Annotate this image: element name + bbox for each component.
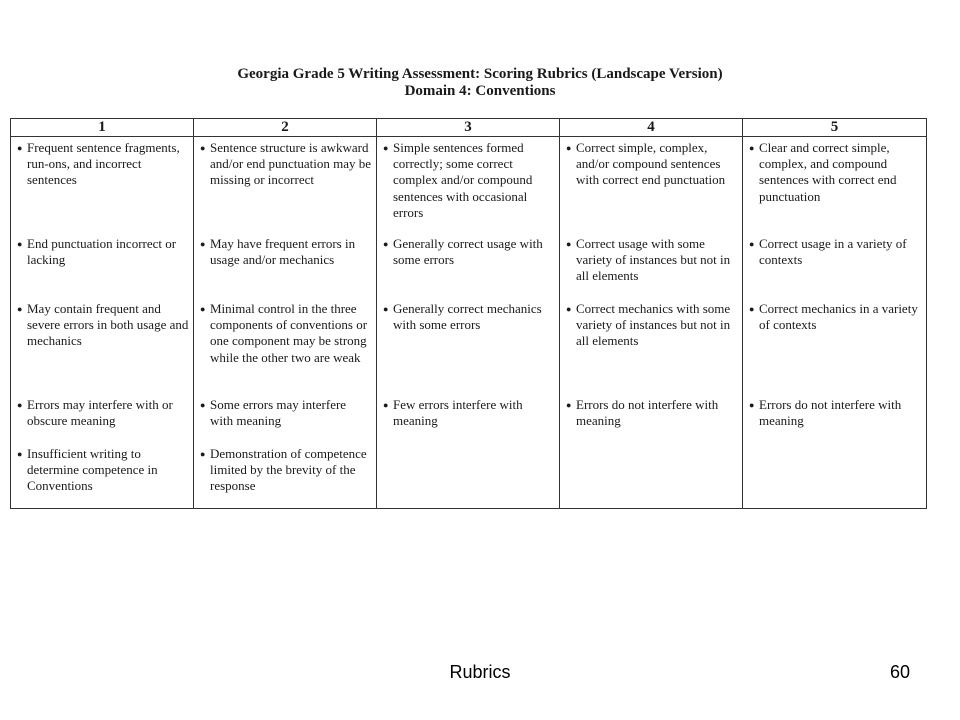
bullet-icon: ●	[383, 143, 389, 153]
rubric-criterion	[200, 397, 372, 429]
bullet-icon: ●	[17, 304, 23, 314]
rubric-criterion	[383, 140, 555, 221]
bullet-icon: ●	[749, 239, 755, 249]
rubric-criterion	[749, 236, 922, 268]
bullet-icon: ●	[566, 304, 572, 314]
criterion-text: Correct mechanics in a variety of contexts	[759, 301, 918, 333]
rubric-criterion	[383, 397, 555, 429]
rubric-criterion	[17, 397, 189, 429]
bullet-icon: ●	[200, 449, 206, 459]
score-4-cell	[560, 137, 743, 509]
bullet-icon: ●	[749, 400, 755, 410]
score-5-cell	[743, 137, 927, 509]
rubric-criterion	[200, 140, 372, 189]
criterion-text: Errors may interfere with or obscure meaning	[27, 397, 173, 429]
rubric-criterion	[749, 301, 922, 333]
score-3-cell	[377, 137, 560, 509]
rubric-criterion	[566, 397, 738, 429]
rubric-subtitle: Domain 4: Conventions	[404, 83, 556, 99]
criterion-text: Clear and correct simple, complex, and compound sentences with correct end punctuation	[759, 140, 897, 204]
bullet-icon: ●	[200, 239, 206, 249]
bullet-icon: ●	[383, 400, 389, 410]
criterion-text: Frequent sentence fragments, run-ons, and incorrect sentences	[27, 140, 180, 188]
bullet-icon: ●	[17, 400, 23, 410]
rubric-criterion	[200, 236, 372, 268]
score-column-header: 2	[194, 119, 377, 137]
rubric-criterion	[749, 397, 922, 429]
score-column-header: 3	[377, 119, 560, 137]
bullet-icon: ●	[566, 143, 572, 153]
bullet-icon: ●	[200, 304, 206, 314]
criterion-text: May contain frequent and severe errors in both usage and mechanics	[27, 301, 189, 349]
bullet-icon: ●	[200, 143, 206, 153]
bullet-icon: ●	[383, 239, 389, 249]
criterion-text: Minimal control in the three components of conventions or one component may be strong while the other two are weak	[210, 301, 368, 365]
criterion-text: Few errors interfere with meaning	[393, 397, 523, 429]
criterion-text: Demonstration of competence limited by the brevity of the response	[210, 446, 367, 494]
rubric-criterion	[566, 236, 738, 285]
score-header-row	[11, 119, 927, 137]
bullet-icon: ●	[749, 143, 755, 153]
criterion-text: Generally correct usage with some errors	[393, 236, 543, 268]
bullet-icon: ●	[749, 304, 755, 314]
criterion-text: End punctuation incorrect or lacking	[27, 236, 177, 268]
score-column-header: 4	[560, 119, 743, 137]
criterion-text: Errors do not interfere with meaning	[576, 397, 719, 429]
rubric-criterion	[383, 301, 555, 333]
criterion-text: Generally correct mechanics with some errors	[393, 301, 542, 333]
criterion-text: May have frequent errors in usage and/or mechanics	[210, 236, 356, 268]
bullet-icon: ●	[17, 239, 23, 249]
rubric-criterion	[749, 140, 922, 205]
score-2-cell	[194, 137, 377, 509]
criterion-text: Insufficient writing to determine competence in Conventions	[27, 446, 158, 494]
rubric-criteria-row	[11, 137, 927, 509]
criterion-text: Errors do not interfere with meaning	[759, 397, 902, 429]
rubric-criterion	[200, 301, 372, 366]
bullet-icon: ●	[566, 400, 572, 410]
slide-page-number: 60	[889, 662, 910, 682]
criterion-text: Simple sentences formed correctly; some correct complex and/or compound sentences with occasional errors	[393, 140, 533, 220]
bullet-icon: ●	[17, 143, 23, 153]
rubric-title: Georgia Grade 5 Writing Assessment: Scoring Rubrics (Landscape Version)	[237, 66, 723, 82]
score-column-header: 5	[743, 119, 927, 137]
criterion-text: Correct usage with some variety of instances but not in all elements	[576, 236, 731, 284]
rubric-criterion	[566, 140, 738, 189]
criterion-text: Correct mechanics with some variety of instances but not in all elements	[576, 301, 731, 349]
rubric-criterion	[200, 446, 372, 495]
bullet-icon: ●	[383, 304, 389, 314]
criterion-text: Some errors may interfere with meaning	[210, 397, 347, 429]
rubric-criterion	[566, 301, 738, 350]
criterion-text: Correct usage in a variety of contexts	[759, 236, 907, 268]
slide-footer-label: Rubrics	[449, 662, 511, 682]
rubric-criterion	[17, 140, 189, 189]
bullet-icon: ●	[17, 449, 23, 459]
criterion-text: Sentence structure is awkward and/or end punctuation may be missing or incorrect	[210, 140, 372, 188]
bullet-icon: ●	[200, 400, 206, 410]
criterion-text: Correct simple, complex, and/or compound sentences with correct end punctuation	[576, 140, 726, 188]
rubric-criterion	[383, 236, 555, 268]
scoring-rubric-table	[10, 118, 927, 509]
bullet-icon: ●	[566, 239, 572, 249]
score-1-cell	[11, 137, 194, 509]
score-column-header: 1	[11, 119, 194, 137]
rubric-criterion	[17, 446, 189, 495]
rubric-criterion	[17, 301, 189, 350]
rubric-criterion	[17, 236, 189, 268]
